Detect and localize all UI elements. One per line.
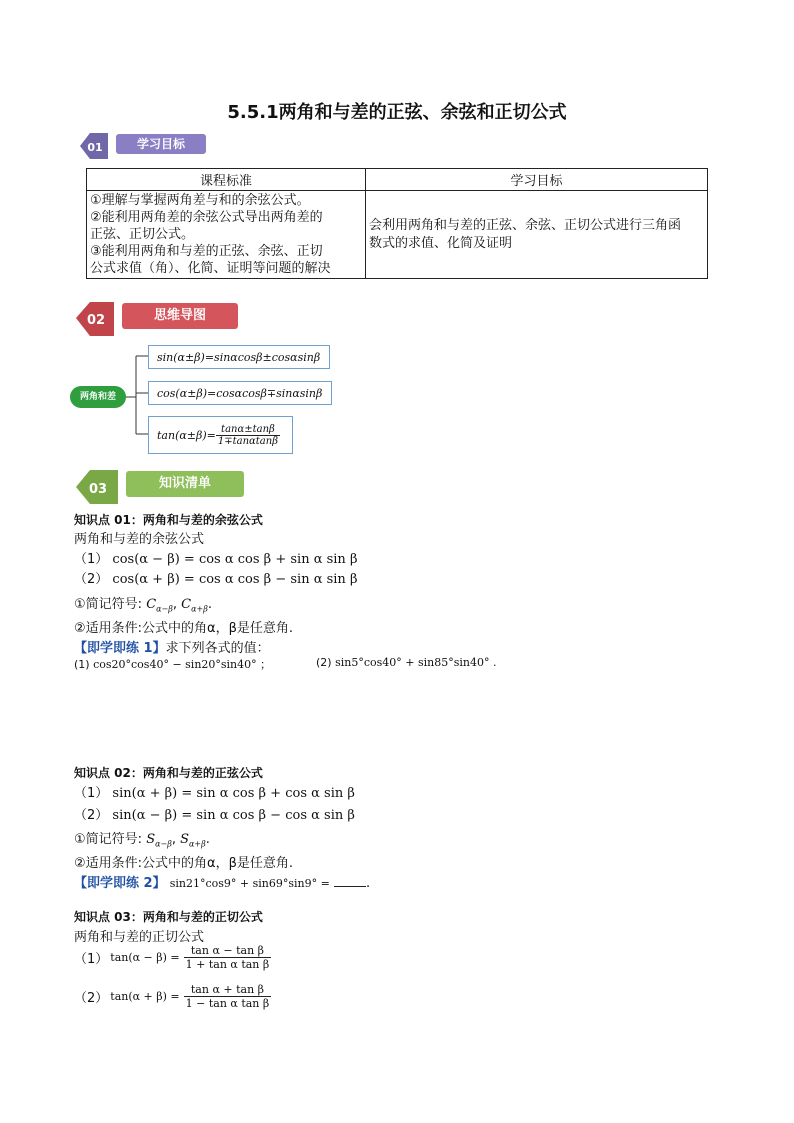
kp1-formula-2 [74, 568, 357, 587]
kp1-subtitle: 两角和与差的余弦公式 [74, 532, 205, 547]
mindmap-tan-formula [148, 416, 293, 454]
kp1-f1: cos(α − β) = cos α cos β + sin α sin β [112, 552, 358, 567]
mindmap-tan-den: 1∓tanαtanβ [217, 435, 278, 447]
kp1-note1-sym2: C [181, 597, 192, 612]
kp1-f1-no: （1） [74, 552, 109, 567]
kp1-note-1: ①简记符号: $C_{\alpha-\beta}$, $C_{\alpha+\beta}$. [74, 597, 212, 614]
kp1-f2: cos(α + β) = cos α cos β − sin α sin β [112, 572, 358, 587]
goals-target-line: 数式的求值、化简及证明 [369, 235, 513, 251]
kp1-note1-sub2: α+β [191, 604, 208, 614]
kp1-practice-text: 求下列各式的值： [165, 641, 270, 656]
kp3-f1-num: tan α − tan β [184, 944, 272, 958]
kp2-practice-text: sin21°cos9° + sin69°sin9° = [169, 877, 330, 890]
kp2-f1: sin(α + β) = sin α cos β + cos α sin β [112, 786, 355, 801]
kp3-formula-1 [74, 944, 271, 971]
kp1-note1-sub1: α−β [156, 604, 173, 614]
section-03-badge [74, 466, 120, 508]
mindmap-tan-num: tanα±tanβ [216, 424, 280, 436]
goals-standard-cell [87, 191, 366, 279]
kp3-f2-den: 1 − tan α tan β [185, 997, 270, 1010]
kp2-note1-sub2: α+β [189, 839, 206, 849]
kp3-f2-lhs: tan(α + β) = [110, 990, 180, 1003]
page-title: 5.5.1两角和与差的正弦、余弦和正切公式 [227, 102, 567, 123]
section-02-badge [74, 298, 116, 340]
mindmap-cos-formula: cos(α±β)=cosαcosβ∓sinαsinβ [148, 381, 332, 405]
kp3-f1-no: （1） [74, 952, 109, 967]
goals-target-cell [366, 191, 708, 279]
kp2-heading: 知识点 02：两角和与差的正弦公式 [74, 766, 263, 780]
kp2-practice-end: . [365, 876, 371, 891]
kp1-heading: 知识点 01：两角和与差的余弦公式 [74, 513, 263, 527]
kp2-formula-2 [74, 804, 355, 823]
kp2-practice [74, 872, 370, 891]
mindmap-tan-lhs: tan(α±β)= [157, 428, 216, 442]
kp2-practice-tag: 【即学即练 2】 [74, 876, 166, 891]
kp2-note-2: ②适用条件:公式中的角α，β是任意角. [74, 856, 294, 871]
goals-standard-line: 公式求值（角）、化简、证明等问题的解决 [90, 261, 331, 276]
section-02-label: 思维导图 [122, 303, 238, 329]
kp2-f1-no: （1） [74, 786, 109, 801]
kp1-q2: sin5°cos40° + sin85°sin40° . [335, 656, 497, 669]
goals-header-standard: 课程标准 [87, 169, 366, 191]
kp1-practice-tag: 【即学即练 1】 [74, 641, 166, 656]
kp1-q1: cos20°cos40° − sin20°sin40° ； [93, 658, 272, 671]
kp1-note1-prefix: ①简记符号: [74, 597, 143, 612]
kp1-practice [74, 637, 270, 656]
kp1-note1-sym1: C [146, 597, 157, 612]
kp1-note-2: ②适用条件:公式中的角α，β是任意角. [74, 621, 294, 636]
kp3-f1-fraction [184, 944, 272, 971]
kp2-note-1: ①简记符号: $S_{\alpha-\beta}$, $S_{\alpha+\beta}$. [74, 832, 210, 849]
goals-table [86, 168, 708, 279]
kp1-question-2 [316, 656, 496, 669]
section-01-badge [76, 130, 110, 162]
kp3-f2-fraction [184, 983, 272, 1010]
kp3-formula-2 [74, 983, 271, 1010]
mindmap-tan-fraction [216, 424, 280, 447]
kp3-subtitle: 两角和与差的正切公式 [74, 930, 205, 945]
kp2-formula-1 [74, 782, 355, 801]
section-01-label: 学习目标 [116, 134, 206, 154]
kp3-f1-den: 1 + tan α tan β [185, 958, 270, 971]
goals-standard-line: 正弦、正切公式。 [90, 227, 195, 242]
kp2-f2: sin(α − β) = sin α cos β − cos α sin β [112, 808, 355, 823]
mindmap-root: 两角和差 [70, 386, 126, 408]
kp3-heading: 知识点 03：两角和与差的正切公式 [74, 910, 263, 924]
kp3-f1-lhs: tan(α − β) = [110, 951, 180, 964]
section-03-num: 03 [88, 482, 108, 497]
kp3-f2-no: （2） [74, 991, 109, 1006]
kp3-f2-num: tan α + tan β [184, 983, 272, 997]
kp2-note1-sub1: α−β [155, 839, 172, 849]
kp2-note1-prefix: ①简记符号: [74, 832, 143, 847]
kp1-f2-no: （2） [74, 572, 109, 587]
kp1-q2-no: (2) [316, 656, 332, 669]
mindmap-sin-formula: sin(α±β)=sinαcosβ±cosαsinβ [148, 345, 330, 369]
kp1-question-1 [74, 656, 271, 672]
goals-standard-line: ①理解与掌握两角差与和的余弦公式。 [90, 193, 310, 208]
kp1-q1-no: (1) [74, 658, 90, 671]
kp2-f2-no: （2） [74, 808, 109, 823]
section-01-num: 01 [87, 141, 103, 154]
goals-standard-line: ②能利用两角差的余弦公式导出两角差的 [90, 210, 323, 225]
goals-standard-line: ③能利用两角和与差的正弦、余弦、正切 [90, 244, 323, 259]
kp1-formula-1 [74, 548, 357, 567]
goals-header-target: 学习目标 [366, 169, 708, 191]
section-03-label: 知识清单 [126, 471, 244, 497]
goals-target-line: 会利用两角和与差的正弦、余弦、正切公式进行三角函 [369, 217, 682, 233]
kp2-note1-sym1: S [146, 832, 156, 847]
kp2-note1-sym2: S [180, 832, 189, 847]
section-02-num: 02 [86, 313, 106, 328]
kp2-answer-blank[interactable] [334, 876, 366, 887]
